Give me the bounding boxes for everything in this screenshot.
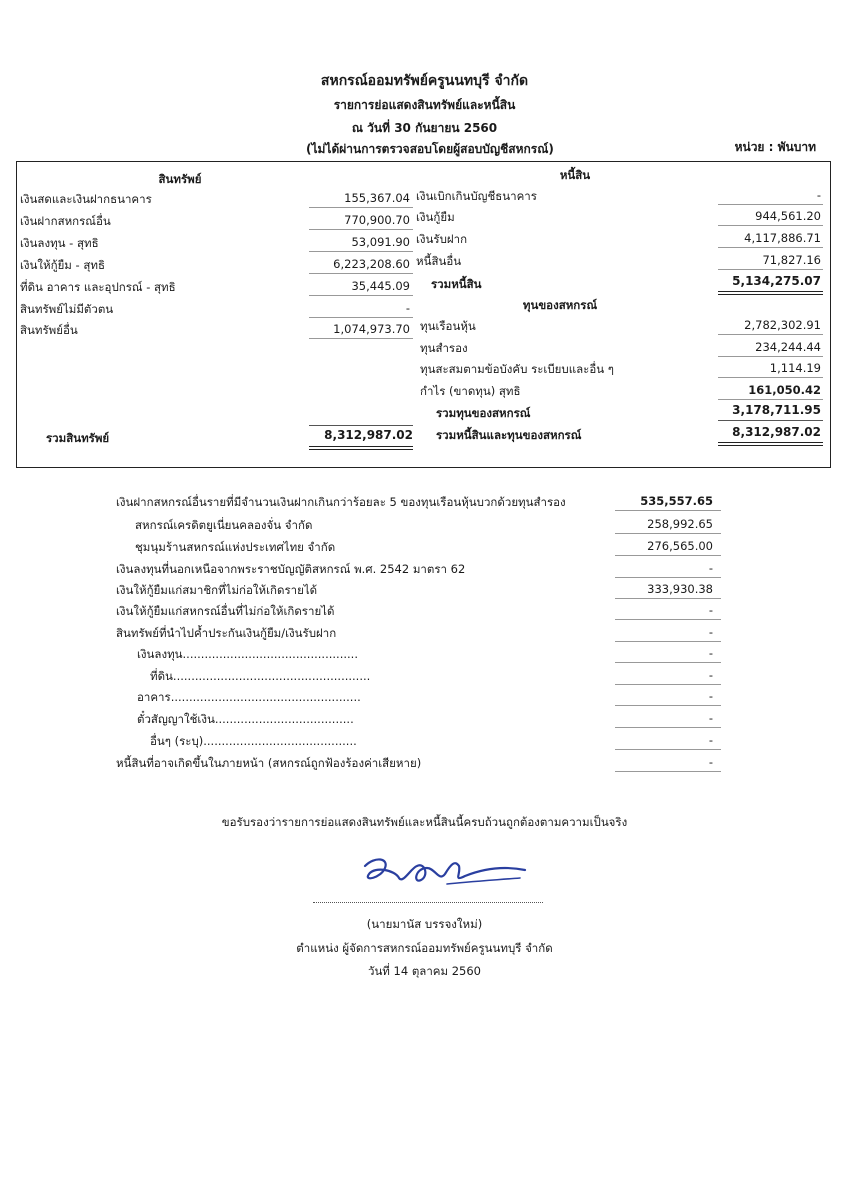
liability-row-3-rule bbox=[718, 269, 823, 270]
note-row-0-rule bbox=[615, 510, 721, 511]
assets-total-double-rule bbox=[309, 446, 413, 450]
asset-row-6-value: 1,074,973.70 bbox=[333, 322, 410, 336]
liabilities-heading: หนี้สิน bbox=[559, 168, 591, 182]
note-row-0-label: เงินฝากสหกรณ์อื่นรายที่มีจำนวนเงินฝากเกินกว่าร้อยละ 5 ของทุนเรือนหุ้นบวกด้วยทุนสำรอง bbox=[116, 495, 566, 509]
liability-row-0-rule bbox=[718, 204, 823, 205]
unit-label: หน่วย : พันบาท bbox=[734, 140, 816, 154]
asset-row-5-value: - bbox=[405, 301, 410, 315]
liabilities-total-label: รวมหนี้สิน bbox=[431, 277, 482, 291]
equity-row-2-label: ทุนสะสมตามข้อบังคับ ระเบียบและอื่น ๆ bbox=[420, 362, 614, 376]
note-row-2-rule bbox=[615, 555, 721, 556]
grand-total-double-rule bbox=[718, 442, 823, 446]
liabilities-total-double-rule bbox=[718, 291, 823, 295]
note-row-2-label: ชุมนุมร้านสหกรณ์แห่งประเทศไทย จำกัด bbox=[135, 540, 336, 554]
liability-row-2-rule bbox=[718, 247, 823, 248]
equity-row-0-rule bbox=[718, 334, 823, 335]
liability-row-3-label: หนี้สินอื่น bbox=[416, 254, 462, 268]
equity-row-2-rule bbox=[718, 377, 823, 378]
liability-row-1-value: 944,561.20 bbox=[755, 209, 821, 223]
note-row-6-rule bbox=[615, 641, 721, 642]
signature-line bbox=[313, 902, 543, 903]
org-title: สหกรณ์ออมทรัพย์ครูนนทบุรี จำกัด bbox=[320, 73, 529, 89]
asset-row-3-rule bbox=[309, 273, 413, 274]
equity-row-1-rule bbox=[718, 356, 823, 357]
report-title: รายการย่อแสดงสินทรัพย์และหนี้สิน bbox=[333, 98, 516, 112]
note-row-3-label: เงินลงทุนที่นอกเหนือจากพระราชบัญญัติสหกรณ์ พ.ศ. 2542 มาตรา 62 bbox=[116, 562, 466, 576]
equity-row-2-value: 1,114.19 bbox=[769, 361, 821, 375]
asset-row-3-label: เงินให้กู้ยืม - สุทธิ bbox=[20, 258, 105, 272]
asset-row-5-rule bbox=[309, 317, 413, 318]
asset-row-2-value: 53,091.90 bbox=[351, 235, 410, 249]
note-row-10-value: - bbox=[708, 711, 713, 725]
grand-total-label: รวมหนี้สินและทุนของสหกรณ์ bbox=[436, 428, 582, 442]
equity-heading: ทุนของสหกรณ์ bbox=[522, 298, 598, 312]
grand-total-value: 8,312,987.02 bbox=[732, 425, 821, 439]
signature-icon bbox=[355, 848, 535, 898]
note-row-5-rule bbox=[615, 619, 721, 620]
liability-row-3-value: 71,827.16 bbox=[762, 253, 821, 267]
note-row-10-label: ตั๋วสัญญาใช้เงิน...................................... bbox=[137, 712, 354, 726]
asset-row-5-label: สินทรัพย์ไม่มีตัวตน bbox=[20, 302, 114, 316]
note-row-9-rule bbox=[615, 705, 721, 706]
signer-position: ตำแหน่ง ผู้จัดการสหกรณ์ออมทรัพย์ครูนนทบุรี จำกัด bbox=[296, 941, 553, 955]
audit-note: (ไม่ได้ผ่านการตรวจสอบโดยผู้สอบบัญชีสหกรณ์) bbox=[306, 142, 554, 156]
equity-total-value: 3,178,711.95 bbox=[732, 403, 821, 417]
liability-row-0-value: - bbox=[816, 188, 821, 202]
assets-total-label: รวมสินทรัพย์ bbox=[46, 431, 110, 445]
asset-row-2-rule bbox=[309, 251, 413, 252]
equity-total-rule bbox=[718, 420, 823, 421]
liability-row-2-label: เงินรับฝาก bbox=[416, 232, 468, 246]
note-row-5-value: - bbox=[708, 603, 713, 617]
equity-row-0-label: ทุนเรือนหุ้น bbox=[420, 319, 476, 333]
liability-row-1-rule bbox=[718, 225, 823, 226]
note-row-9-value: - bbox=[708, 689, 713, 703]
asset-row-4-label: ที่ดิน อาคาร และอุปกรณ์ - สุทธิ bbox=[20, 280, 176, 294]
note-row-11-rule bbox=[615, 749, 721, 750]
asset-row-1-label: เงินฝากสหกรณ์อื่น bbox=[20, 214, 111, 228]
equity-row-0-value: 2,782,302.91 bbox=[744, 318, 821, 332]
certification-statement: ขอรับรองว่ารายการย่อแสดงสินทรัพย์และหนี้สินนี้ครบถ้วนถูกต้องตามความเป็นจริง bbox=[221, 815, 628, 829]
note-row-3-rule bbox=[615, 577, 721, 578]
equity-row-3-rule bbox=[718, 399, 823, 400]
note-row-6-label: สินทรัพย์ที่นำไปค้ำประกันเงินกู้ยืม/เงินรับฝาก bbox=[116, 626, 337, 640]
asset-row-0-rule bbox=[309, 207, 413, 208]
note-row-1-value: 258,992.65 bbox=[647, 517, 713, 531]
note-row-6-value: - bbox=[708, 625, 713, 639]
liability-row-1-label: เงินกู้ยืม bbox=[416, 210, 455, 224]
note-row-7-value: - bbox=[708, 646, 713, 660]
note-row-7-label: เงินลงทุน................................................ bbox=[137, 647, 358, 661]
equity-total-label: รวมทุนของสหกรณ์ bbox=[436, 406, 531, 420]
note-row-12-rule bbox=[615, 771, 721, 772]
note-row-11-value: - bbox=[708, 733, 713, 747]
assets-heading: สินทรัพย์ bbox=[158, 172, 202, 186]
note-row-4-rule bbox=[615, 598, 721, 599]
asset-row-3-value: 6,223,208.60 bbox=[333, 257, 410, 271]
asset-row-4-rule bbox=[309, 295, 413, 296]
assets-total-value: 8,312,987.02 bbox=[324, 428, 413, 442]
asset-row-1-rule bbox=[309, 229, 413, 230]
asset-row-2-label: เงินลงทุน - สุทธิ bbox=[20, 236, 99, 250]
note-row-1-rule bbox=[615, 533, 721, 534]
asset-row-0-label: เงินสดและเงินฝากธนาคาร bbox=[20, 192, 152, 206]
equity-row-1-value: 234,244.44 bbox=[755, 340, 821, 354]
note-row-4-value: 333,930.38 bbox=[647, 582, 713, 596]
liabilities-total-value: 5,134,275.07 bbox=[732, 274, 821, 288]
signer-name: (นายมานัส บรรจงใหม่) bbox=[366, 917, 483, 931]
note-row-9-label: อาคาร.................................................... bbox=[137, 690, 361, 704]
note-row-5-label: เงินให้กู้ยืมแก่สหกรณ์อื่นที่ไม่ก่อให้เกิดรายได้ bbox=[116, 604, 335, 618]
note-row-12-label: หนี้สินที่อาจเกิดขึ้นในภายหน้า (สหกรณ์ถูกฟ้องร้องค่าเสียหาย) bbox=[116, 756, 422, 770]
equity-row-3-label: กำไร (ขาดทุน) สุทธิ bbox=[420, 384, 521, 398]
asset-row-6-rule bbox=[309, 338, 413, 339]
note-row-7-rule bbox=[615, 662, 721, 663]
note-row-8-rule bbox=[615, 684, 721, 685]
note-row-8-value: - bbox=[708, 668, 713, 682]
note-row-11-label: อื่นๆ (ระบุ).......................................... bbox=[150, 734, 357, 748]
assets-total-top-rule bbox=[309, 425, 413, 426]
note-row-10-rule bbox=[615, 727, 721, 728]
liability-row-2-value: 4,117,886.71 bbox=[744, 231, 821, 245]
note-row-12-value: - bbox=[708, 755, 713, 769]
equity-row-1-label: ทุนสำรอง bbox=[420, 341, 468, 355]
equity-row-3-value: 161,050.42 bbox=[748, 383, 821, 397]
signature-date: วันที่ 14 ตุลาคม 2560 bbox=[367, 964, 481, 978]
report-date: ณ วันที่ 30 กันยายน 2560 bbox=[351, 121, 498, 135]
note-row-0-value: 535,557.65 bbox=[640, 494, 713, 508]
liability-row-0-label: เงินเบิกเกินบัญชีธนาคาร bbox=[416, 189, 537, 203]
asset-row-1-value: 770,900.70 bbox=[344, 213, 410, 227]
note-row-1-label: สหกรณ์เครดิตยูเนี่ยนคลองจั่น จำกัด bbox=[135, 518, 313, 532]
note-row-8-label: ที่ดิน...................................................... bbox=[150, 669, 371, 683]
asset-row-6-label: สินทรัพย์อื่น bbox=[20, 323, 78, 337]
asset-row-0-value: 155,367.04 bbox=[344, 191, 410, 205]
note-row-2-value: 276,565.00 bbox=[647, 539, 713, 553]
note-row-4-label: เงินให้กู้ยืมแก่สมาชิกที่ไม่ก่อให้เกิดรายได้ bbox=[116, 583, 318, 597]
note-row-3-value: - bbox=[708, 561, 713, 575]
asset-row-4-value: 35,445.09 bbox=[351, 279, 410, 293]
